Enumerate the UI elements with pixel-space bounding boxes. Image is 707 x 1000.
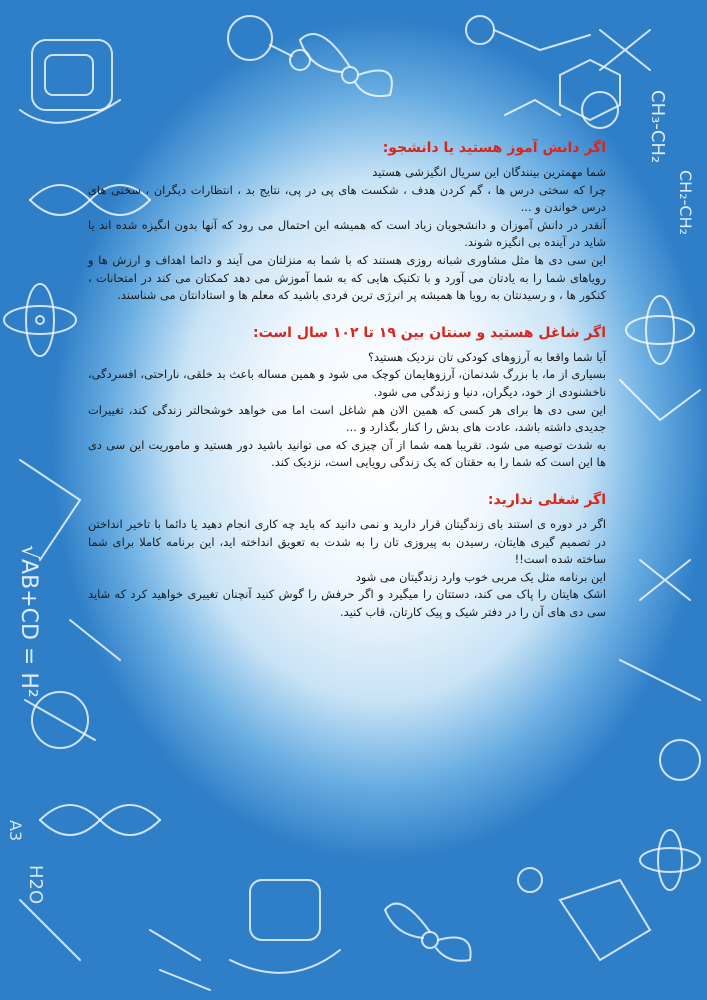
paragraph: به شدت توصیه می شود. تقریبا همه شما از آن چیزی که می توانید باشید دور هستید و ماموریت این سی دی ها این است که شما را به حقتان که یک زندگی رویایی است، نزدیک کند.: [88, 437, 606, 470]
flask-icon: [20, 40, 120, 123]
paragraph: این سی دی ها مثل مشاوری شبانه روزی هستند که با شما به منزلتان می آیند و دائما اهداف و ارزش ها و رویاهای شما را به یادتان می آورد و با تکنیک هایی که به شما آموزش می دهد کمکتان می کند در امتحانات ، کنکور ها ، و رسیدنتان به رویا ها همیشه پر انرژی ترین فردی باشید که معلم ها و استادانتان می شناسند.: [88, 252, 606, 303]
paragraph: این برنامه مثل یک مربی خوب وارد زندگیتان می شود: [355, 569, 606, 584]
article-content: [88, 138, 606, 639]
microscope-icon: [230, 880, 340, 973]
formula-text: CH₂-CH₂: [676, 170, 695, 236]
paragraph: شما مهمترین بینندگان این سریال انگیزشی هستید: [372, 165, 606, 179]
formula-text: CH₃-CH₂: [647, 90, 668, 164]
fan-icon-bottom: [385, 904, 471, 961]
section-heading: اگر دانش آموز هستید یا دانشجو:: [382, 140, 606, 156]
section-unemployed: [88, 490, 606, 622]
fan-icon: [300, 34, 392, 96]
formula-text: A3: [6, 820, 25, 842]
molecule-icon: [228, 16, 618, 128]
section-heading: اگر شاغل هستید و سنتان بین ۱۹ تا ۱۰۲ سال است:: [252, 324, 606, 341]
paragraph: آیا شما واقعا به آرزوهای کودکی تان نزدیک هستید؟: [367, 349, 606, 364]
paragraph: اشک هایتان را پاک می کند، دستتان را میگیرد و اگر حرفش را گوش کنید آنچنان تغییری خواهید کرد که شاید سی دی های آن را در دفتر شیک و پیک کارتان، قاب کنید.: [88, 587, 606, 619]
paragraph: اگر در دوره ی استند بای زندگیتان قرار دارید و نمی دانید که باید چه کاری انجام دهید یا دائما با تاخیر انداختن در تصمیم گیری هایتان، رسیدن به پیروزی تان را به شدت به تعویق انداخته اید، این برنامه کاملا برای شما ساخته شده است!!: [88, 516, 606, 567]
paragraph: این سی دی ها برای هر کسی که همین الان هم شاغل است اما می خواهد خوشحالتر زندگی کند، تغییرات جدیدی داشته باشد، عادت های بدش را کنار بگذارد و ...: [88, 402, 606, 435]
section-employed: [88, 323, 606, 472]
paragraph: چرا که سختی درس ها ، گم کردن هدف ، شکست های پی در پی، نتایج بد ، انتظارات دیگران ، سختی های درس خواندن و ...: [88, 182, 606, 215]
paragraph: بسیاری از ما، با بزرگ شدنمان، آرزوهایمان کوچک می شود و همین مساله باعث بد خلقی، ناراحتی، افسردگی، ناخشنودی از خود، دیگران، دنیا و زندگی می شود.: [88, 367, 606, 399]
section-heading: اگر شغلی ندارید:: [487, 491, 606, 508]
section-students: [88, 138, 606, 305]
atom-icon-right: [626, 296, 700, 890]
formula-text: √AB+CD = H²: [16, 545, 41, 698]
paragraph: آنقدر در دانش آموزان و دانشجویان زیاد است که همیشه این احتمال می رود که آنها بدون انگیزه شده اند یا شاید در آینده بی انگیزه شوند.: [88, 217, 606, 250]
formula-text: H2O: [25, 865, 46, 905]
atom-icon: [4, 284, 76, 356]
